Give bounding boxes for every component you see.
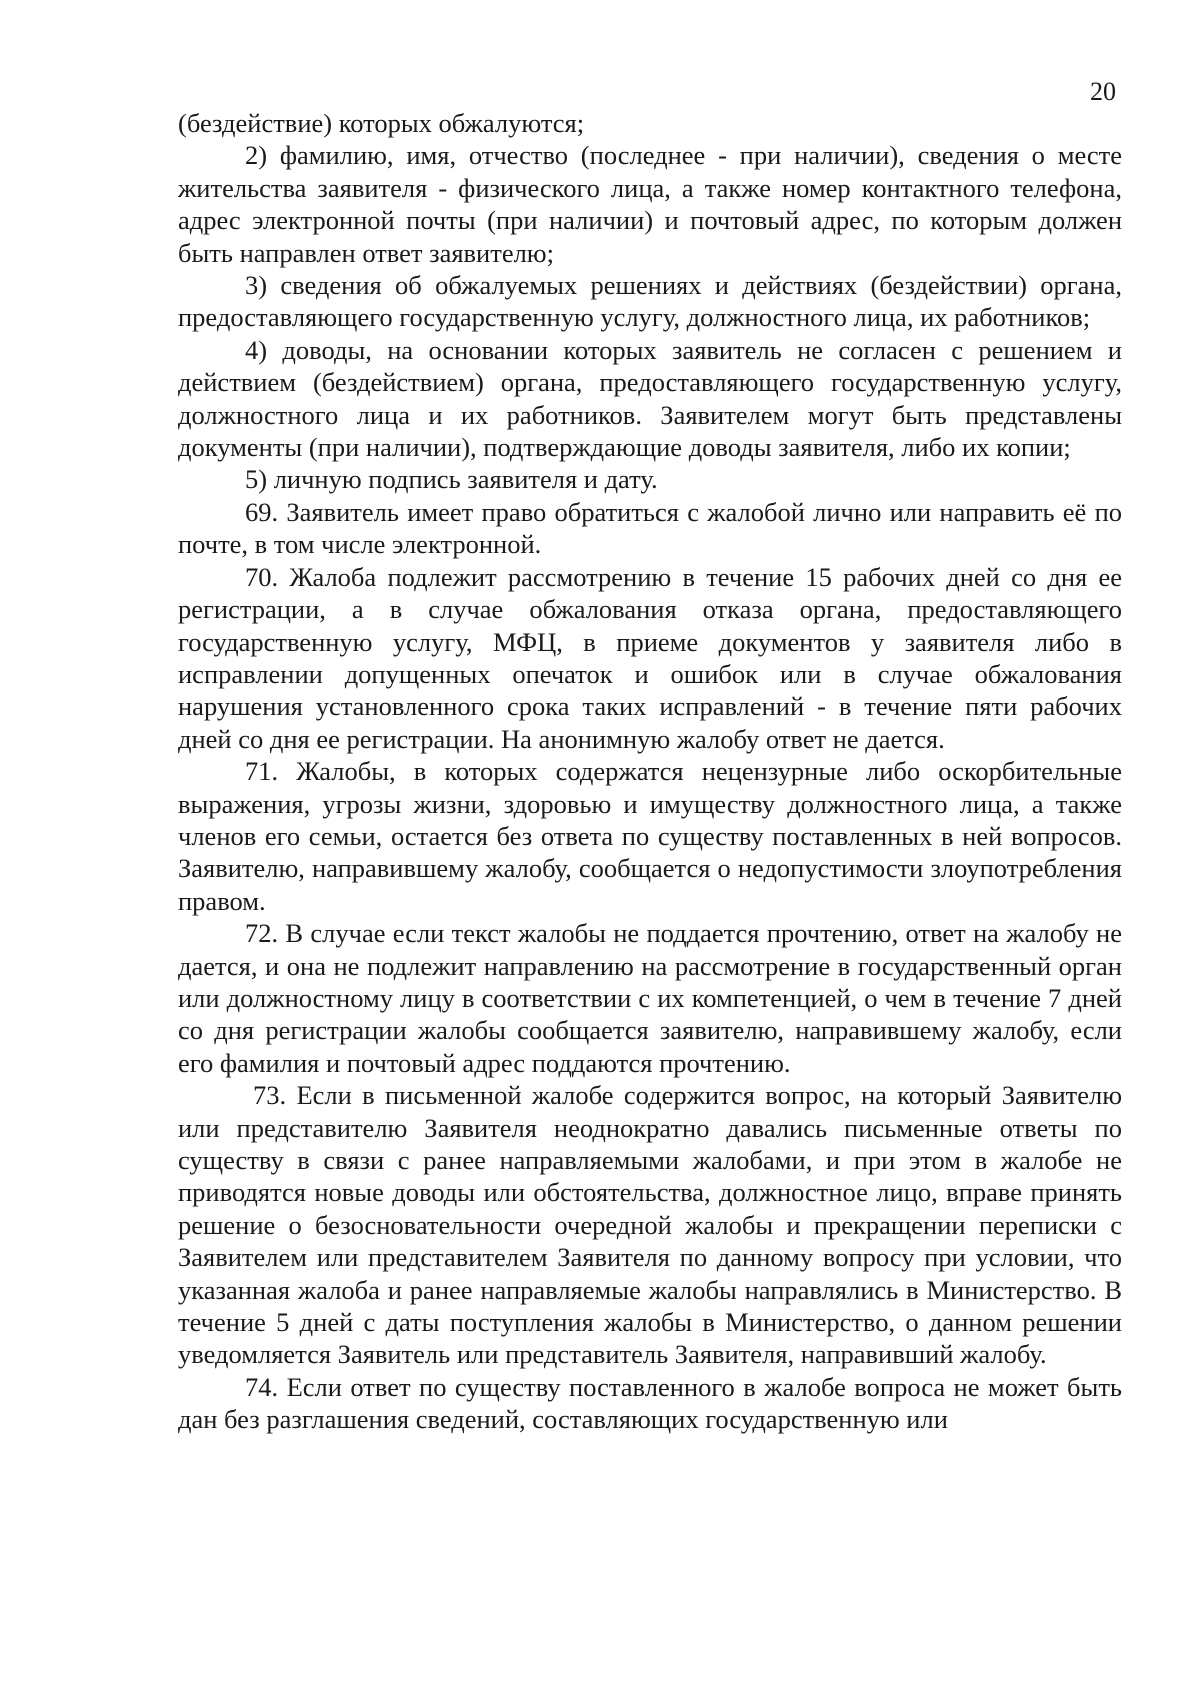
- paragraph-continuation: (бездействие) которых обжалуются;: [178, 108, 585, 138]
- paragraph-72: 72. В случае если текст жалобы не поддается прочтению, ответ на жалобу не дается, и она не подлежит направлению на рассмотрение в государственный орган или должностному лицу в соответствии с их компетенцией, о чем в течение 7 дней со дня регистрации жалобы сообщается заявителю, направившему жалобу, если его фамилия и почтовый адрес поддаются прочтению.: [178, 918, 1122, 1078]
- paragraph-73: 73. Если в письменной жалобе содержится вопрос, на который Заявителю или представителю Заявителя неоднократно давались письменные ответы по существу в связи с ранее направляемыми жалобами, и при этом в жалобе не приводятся новые доводы или обстоятельства, должностное лицо, вправе принять решение о безосновательности очередной жалобы и прекращении переписки с Заявителем или представителем Заявителя по данному вопросу при условии, что указанная жалоба и ранее направляемые жалобы направлялись в Министерство. В течение 5 дней с даты поступления жалобы в Министерство, о данном решении уведомляется Заявитель или представитель Заявителя, направивший жалобу.: [178, 1080, 1122, 1370]
- paragraph-item-4: 4) доводы, на основании которых заявитель не согласен с решением и действием (бездействием) органа, предоставляющего государственную услугу, должностного лица и их работников. Заявителем могут быть представлены документы (при наличии), подтверждающие доводы заявителя, либо их копии;: [178, 334, 1122, 463]
- paragraph-item-5: 5) личную подпись заявителя и дату.: [245, 464, 658, 495]
- paragraph-71: 71. Жалобы, в которых содержатся нецензурные либо оскорбительные выражения, угрозы жизни, здоровью и имуществу должностного лица, а также членов его семьи, остается без ответа по существу поставленных в ней вопросов. Заявителю, направившему жалобу, сообщается о недопустимости злоупотребления правом.: [178, 756, 1122, 916]
- document-body: [178, 107, 1122, 1436]
- paragraph-74: 74. Если ответ по существу поставленного в жалобе вопроса не может быть дан без разглашения сведений, составляющих государственную или: [178, 1371, 1122, 1435]
- paragraph-70: 70. Жалоба подлежит рассмотрению в течение 15 рабочих дней со дня ее регистрации, а в случае обжалования отказа органа, предоставляющего государственную услугу, МФЦ, в приеме документов у заявителя либо в исправлении допущенных опечаток и ошибок или в случае обжалования нарушения установленного срока таких исправлений - в течение пяти рабочих дней со дня ее регистрации. На анонимную жалобу ответ не дается.: [178, 561, 1122, 754]
- paragraph-item-3: 3) сведения об обжалуемых решениях и действиях (бездействии) органа, предоставляющего государственную услугу, должностного лица, их работников;: [178, 270, 1122, 333]
- page-number: 20: [1090, 77, 1116, 106]
- paragraph-69: 69. Заявитель имеет право обратиться с жалобой лично или направить её по почте, в том числе электронной.: [178, 496, 1122, 560]
- paragraph-item-2: 2) фамилию, имя, отчество (последнее - при наличии), сведения о месте жительства заявителя - физического лица, а также номер контактного телефона, адрес электронной почты (при наличии) и почтовый адрес, по которым должен быть направлен ответ заявителю;: [178, 140, 1122, 268]
